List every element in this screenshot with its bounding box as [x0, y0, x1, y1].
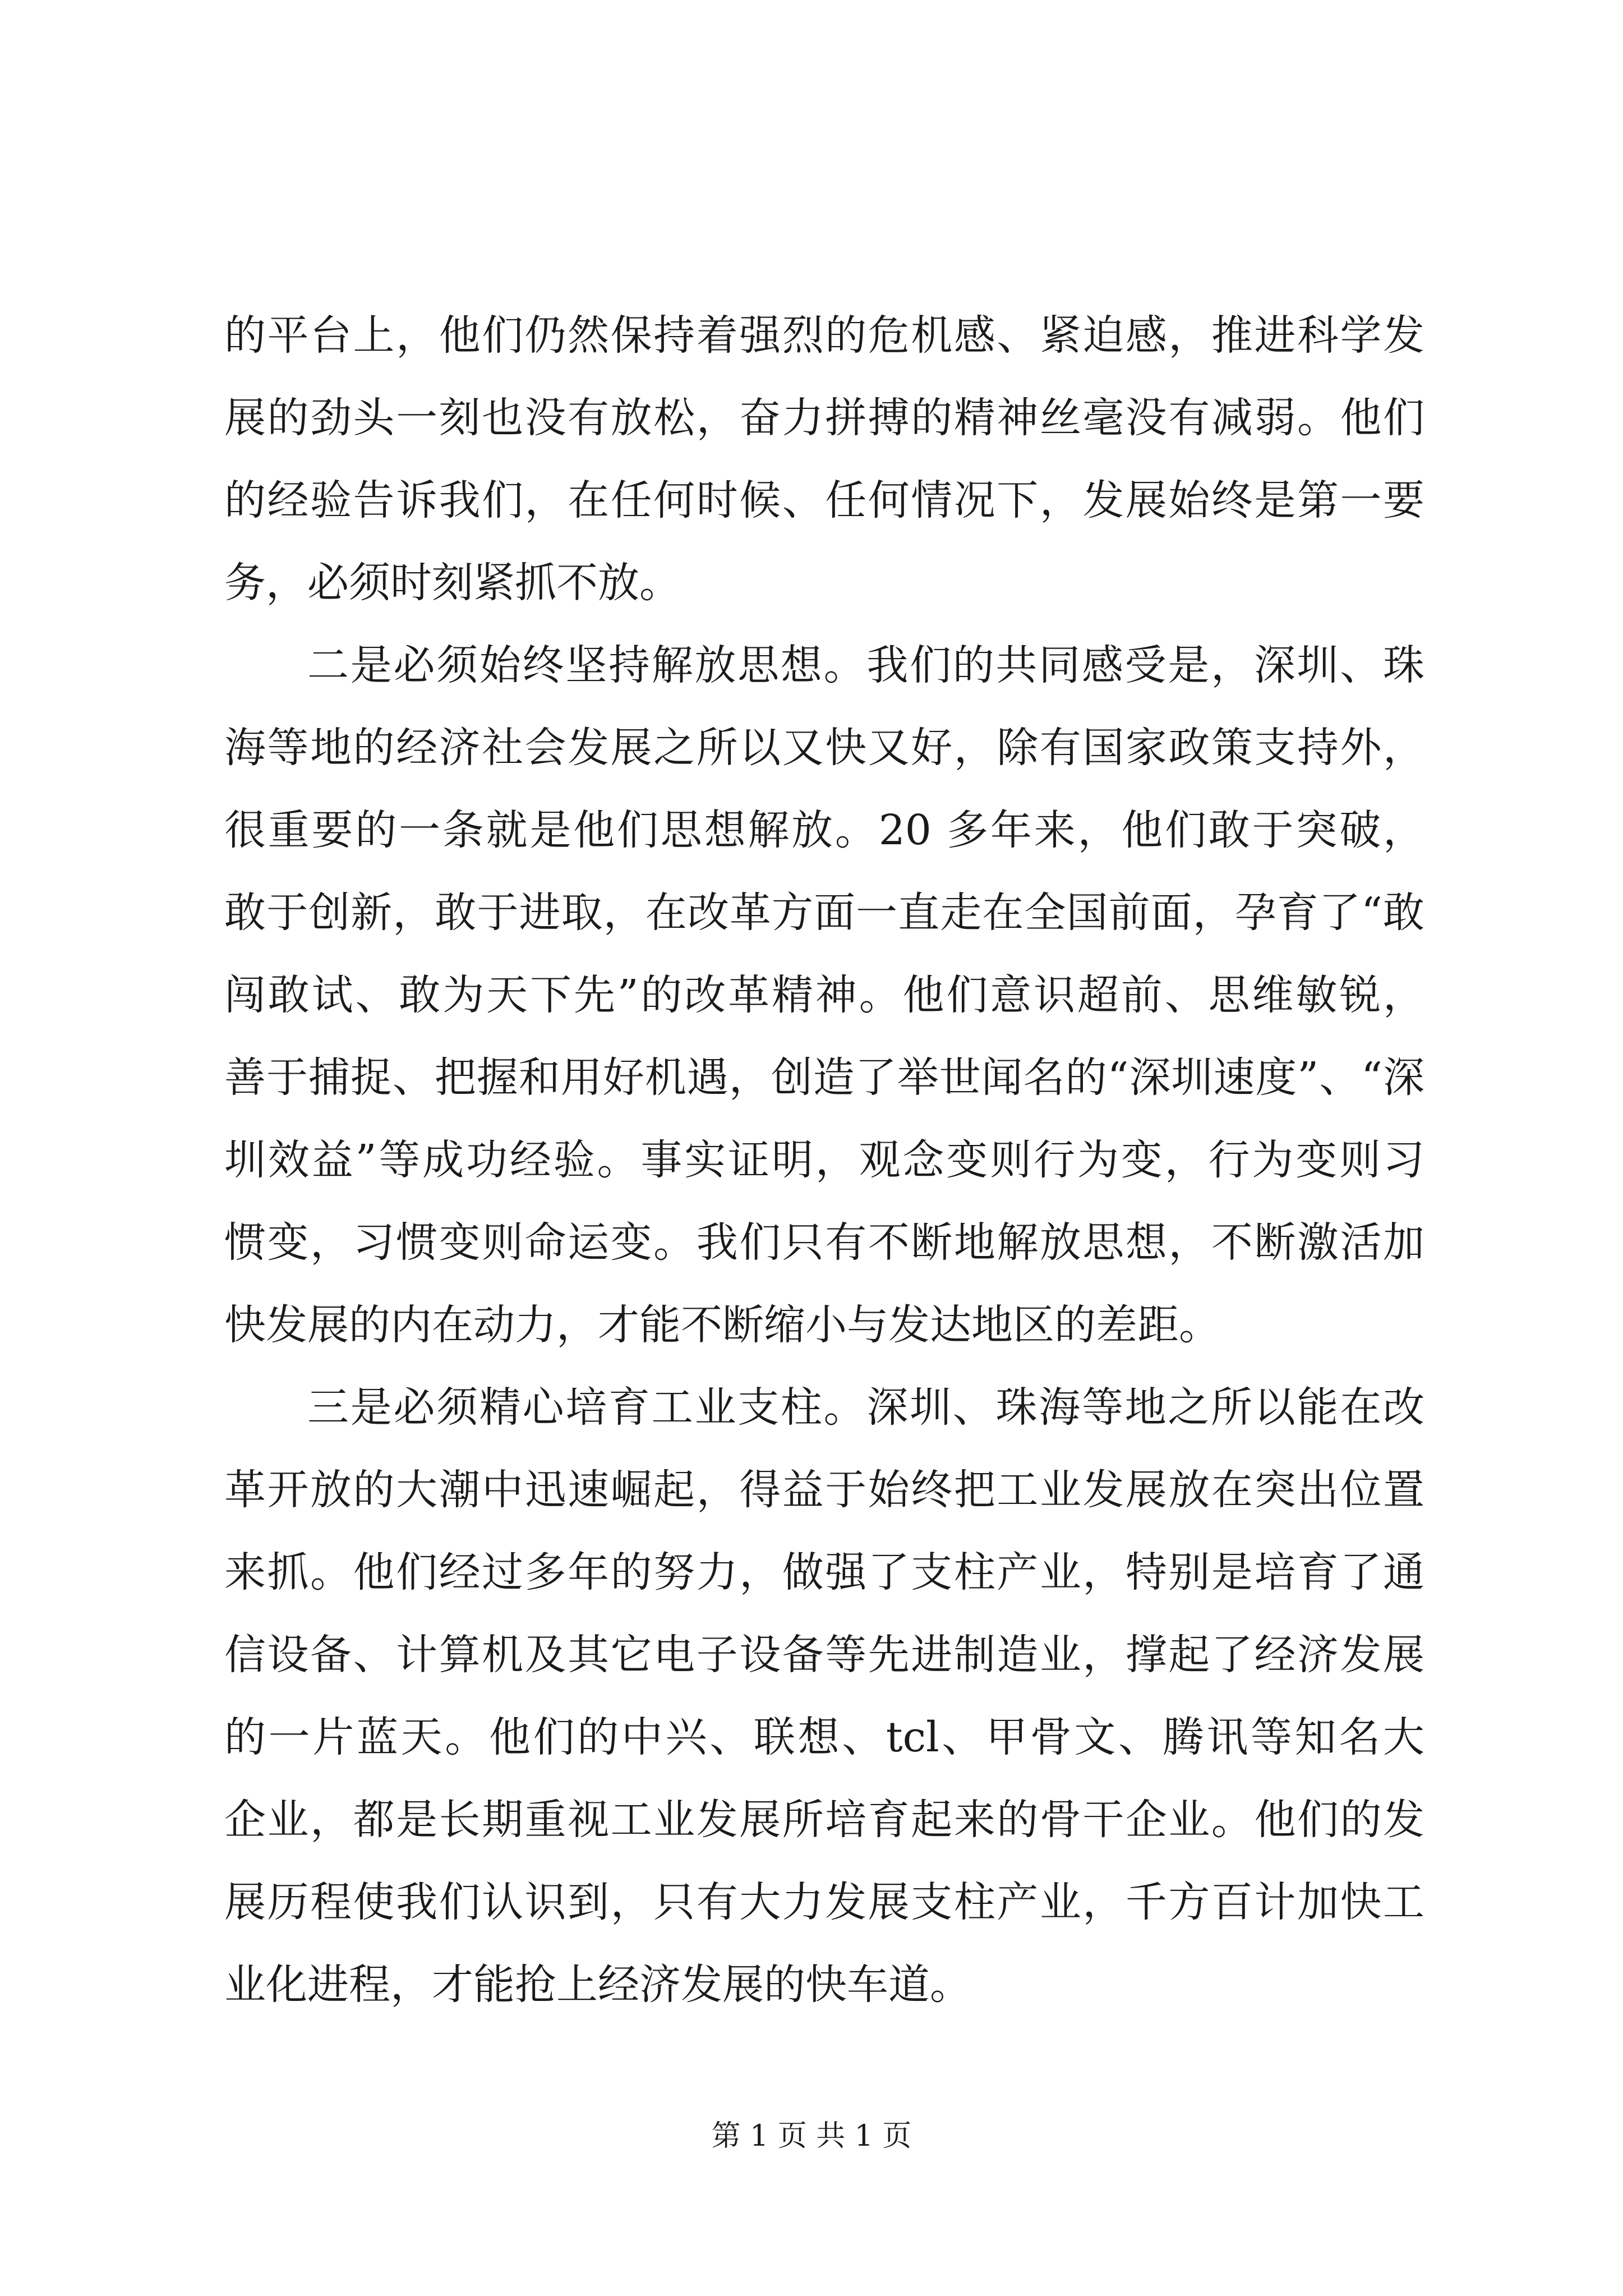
- text-line: 的平台上，他们仍然保持着强烈的危机感、紧迫感，推进科学发: [224, 311, 1424, 360]
- text-line: 闯敢试、敢为天下先”的改革精神。他们意识超前、思维敏锐，: [224, 971, 1424, 1019]
- text-line: 海等地的经济社会发展之所以又快又好，除有国家政策支持外，: [224, 724, 1424, 772]
- text-line: 的经验告诉我们，在任何时候、任何情况下，发展始终是第一要: [224, 476, 1424, 524]
- text-line: 革开放的大潮中迅速崛起，得益于始终把工业发展放在突出位置: [224, 1466, 1424, 1514]
- text-line: 务，必须时刻紧抓不放。: [224, 559, 681, 607]
- text-line: 敢于创新，敢于进取，在改革方面一直走在全国前面，孕育了“敢: [224, 889, 1424, 937]
- text-line: 展历程使我们认识到，只有大力发展支柱产业，千方百计加快工: [224, 1878, 1424, 1926]
- text-line: 快发展的内在动力，才能不断缩小与发达地区的差距。: [224, 1301, 1220, 1349]
- page-footer: 第 1 页 共 1 页: [711, 2119, 912, 2153]
- text-line: 圳效益”等成功经验。事实证明，观念变则行为变，行为变则习: [224, 1136, 1424, 1184]
- text-line: 惯变，习惯变则命运变。我们只有不断地解放思想，不断激活加: [224, 1218, 1424, 1267]
- text-line: 业化进程，才能抢上经济发展的快车道。: [224, 1961, 971, 2009]
- text-line: 的一片蓝天。他们的中兴、联想、tcl、甲骨文、腾讯等知名大: [224, 1713, 1424, 1761]
- paragraph-start-line: 三是必须精心培育工业支柱。深圳、珠海等地之所以能在改: [307, 1383, 1424, 1432]
- text-line: 善于捕捉、把握和用好机遇，创造了举世闻名的“深圳速度”、“深: [224, 1053, 1424, 1102]
- text-line: 展的劲头一刻也没有放松，奋力拼搏的精神丝毫没有减弱。他们: [224, 394, 1424, 442]
- body-text: [224, 295, 1424, 2026]
- paragraph-start-line: 二是必须始终坚持解放思想。我们的共同感受是，深圳、珠: [307, 641, 1424, 689]
- text-line: 信设备、计算机及其它电子设备等先进制造业，撑起了经济发展: [224, 1631, 1424, 1679]
- text-line: 企业，都是长期重视工业发展所培育起来的骨干企业。他们的发: [224, 1796, 1424, 1844]
- text-line: 很重要的一条就是他们思想解放。20 多年来，他们敢于突破，: [224, 806, 1424, 854]
- text-line: 来抓。他们经过多年的努力，做强了支柱产业，特别是培育了通: [224, 1548, 1424, 1596]
